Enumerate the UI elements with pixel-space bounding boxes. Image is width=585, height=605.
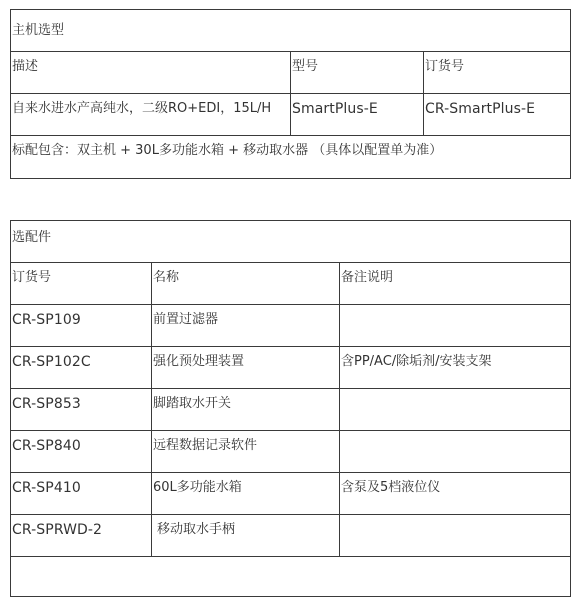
option-note xyxy=(340,389,571,431)
host-order-no: CR-SmartPlus-E xyxy=(424,94,571,136)
option-order-no: CR-SP853 xyxy=(11,389,152,431)
option-name: 脚踏取水开关 xyxy=(152,389,340,431)
header-description: 描述 xyxy=(11,52,291,94)
host-selection-table xyxy=(10,9,571,179)
host-standard-row xyxy=(11,136,571,179)
host-data-row xyxy=(11,94,571,136)
header-model: 型号 xyxy=(291,52,424,94)
options-table xyxy=(10,220,571,597)
header-note: 备注说明 xyxy=(340,263,571,305)
table-row xyxy=(11,389,571,431)
option-name: 远程数据记录软件 xyxy=(152,431,340,473)
option-name: 强化预处理装置 xyxy=(152,347,340,389)
options-title-row xyxy=(11,221,571,263)
table-row xyxy=(11,473,571,515)
option-note: 含泵及5档液位仪 xyxy=(340,473,571,515)
host-header-row xyxy=(11,52,571,94)
table-row xyxy=(11,515,571,557)
option-order-no: CR-SP410 xyxy=(11,473,152,515)
option-order-no: CR-SPRWD-2 xyxy=(11,515,152,557)
host-title: 主机选型 xyxy=(11,10,571,52)
option-note xyxy=(340,305,571,347)
host-title-row xyxy=(11,10,571,52)
header-name: 名称 xyxy=(152,263,340,305)
option-note: 含PP/AC/除垢剂/安装支架 xyxy=(340,347,571,389)
option-note xyxy=(340,431,571,473)
host-model: SmartPlus-E xyxy=(291,94,424,136)
options-title: 选配件 xyxy=(11,221,571,263)
option-order-no: CR-SP109 xyxy=(11,305,152,347)
options-header-row xyxy=(11,263,571,305)
header-order-no: 订货号 xyxy=(424,52,571,94)
option-order-no: CR-SP840 xyxy=(11,431,152,473)
blank-row xyxy=(11,557,571,597)
option-note xyxy=(340,515,571,557)
option-name: 移动取水手柄 xyxy=(152,515,340,557)
host-standard-config: 标配包含：双主机 + 30L多功能水箱 + 移动取水器 （具体以配置单为准） xyxy=(11,136,571,179)
table-row xyxy=(11,431,571,473)
option-name: 前置过滤器 xyxy=(152,305,340,347)
option-name: 60L多功能水箱 xyxy=(152,473,340,515)
table-row xyxy=(11,347,571,389)
blank-cell xyxy=(11,557,571,597)
host-description: 自来水进水产高纯水，二级RO+EDI，15L/H xyxy=(11,94,291,136)
option-order-no: CR-SP102C xyxy=(11,347,152,389)
header-order-no: 订货号 xyxy=(11,263,152,305)
table-row xyxy=(11,305,571,347)
